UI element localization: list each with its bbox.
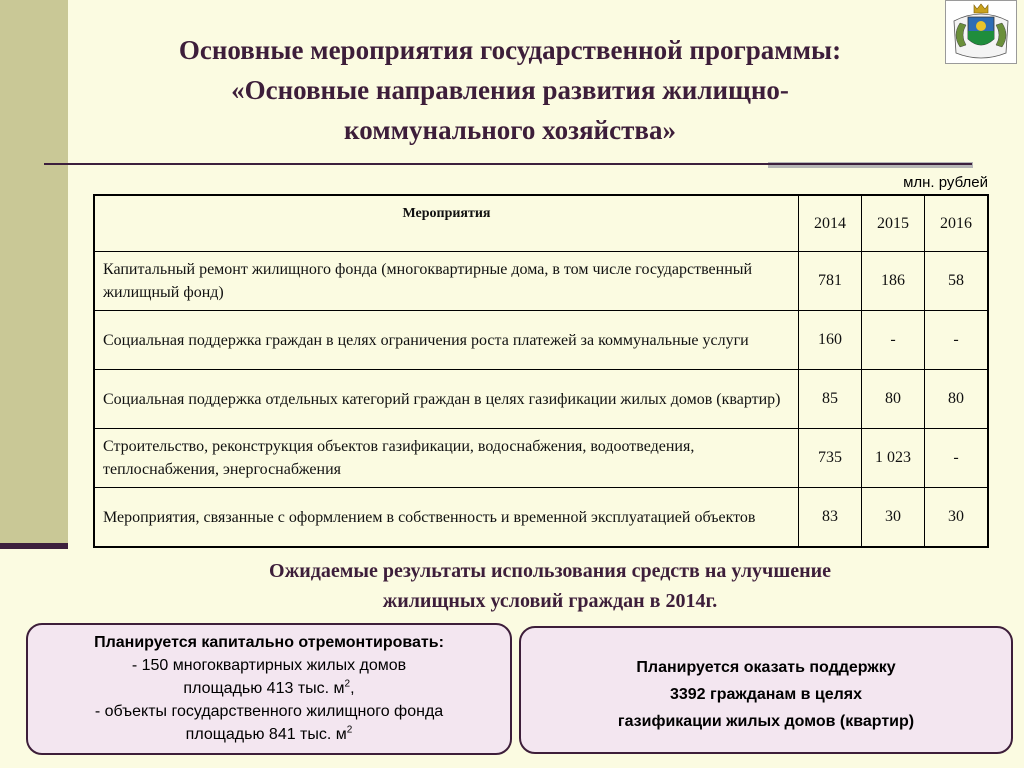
row-name: Мероприятия, связанные с оформлением в собственность и временной эксплуатацией объектов (94, 488, 799, 548)
repair-plan-area-2: площадью 841 тыс. м (185, 726, 347, 743)
row-name: Капитальный ремонт жилищного фонда (многоквартирные дома, в том числе государственный жилищный фонд) (94, 252, 799, 311)
row-value-2015: 30 (862, 488, 925, 548)
table-row (94, 488, 988, 548)
repair-plan-box (26, 623, 512, 755)
title-line-3: коммунального хозяйства» (344, 115, 676, 145)
repair-plan-comma: , (350, 680, 355, 697)
header-2015: 2015 (862, 195, 925, 252)
row-value-2015: - (862, 311, 925, 370)
repair-plan-line-4 (28, 723, 510, 746)
title-line-1: Основные мероприятия государственной программы: (178, 35, 842, 65)
support-plan-line-3: газификации жилых домов (квартир) (617, 713, 915, 730)
row-value-2014: 85 (799, 370, 862, 429)
row-value-2016: - (925, 311, 989, 370)
square-unit-sup: 2 (346, 724, 353, 736)
row-value-2014: 83 (799, 488, 862, 548)
measures-table (93, 194, 989, 548)
repair-plan-line-1: - 150 многоквартирных жилых домов (131, 657, 407, 674)
repair-plan-line-3: - объекты государственного жилищного фонда (94, 703, 444, 720)
row-value-2014: 160 (799, 311, 862, 370)
row-value-2016: 80 (925, 370, 989, 429)
row-value-2014: 781 (799, 252, 862, 311)
left-decor-bar (0, 543, 68, 549)
left-decor-stripe (0, 0, 68, 545)
row-value-2014: 735 (799, 429, 862, 488)
support-plan-line-1: Планируется оказать поддержку (636, 659, 896, 676)
header-measures: Мероприятия (94, 195, 799, 252)
support-plan-box (519, 626, 1013, 754)
subtitle-line-1: Ожидаемые результаты использования средств на улучшение (268, 560, 832, 582)
row-value-2015: 80 (862, 370, 925, 429)
row-value-2015: 186 (862, 252, 925, 311)
table-row (94, 252, 988, 311)
support-plan-line-2: 3392 гражданам в целях (669, 686, 863, 703)
header-2014: 2014 (799, 195, 862, 252)
row-value-2015: 1 023 (862, 429, 925, 488)
title-rule (44, 163, 972, 165)
repair-plan-heading: Планируется капитально отремонтировать: (94, 634, 444, 651)
header-2016: 2016 (925, 195, 989, 252)
coat-of-arms-icon (945, 0, 1017, 64)
units-label: млн. рублей (903, 174, 988, 191)
subtitle-line-2: жилищных условий граждан в 2014г. (382, 590, 718, 612)
repair-plan-line-2 (28, 677, 510, 700)
row-name: Социальная поддержка отдельных категорий граждан в целях газификации жилых домов (квартир) (94, 370, 799, 429)
row-name: Социальная поддержка граждан в целях ограничения роста платежей за коммунальные услуги (94, 311, 799, 370)
results-subtitle (150, 556, 950, 616)
row-name: Строительство, реконструкция объектов газификации, водоснабжения, водоотведения, теплоснабжения, энергоснабжения (94, 429, 799, 488)
square-unit-sup: 2 (344, 678, 351, 690)
table-header-row (94, 195, 988, 252)
table-row (94, 429, 988, 488)
page-title (80, 30, 940, 150)
table-row (94, 370, 988, 429)
repair-plan-area-1: площадью 413 тыс. м (183, 680, 345, 697)
row-value-2016: 30 (925, 488, 989, 548)
title-line-2: «Основные направления развития жилищно- (231, 75, 789, 105)
table-row (94, 311, 988, 370)
row-value-2016: 58 (925, 252, 989, 311)
row-value-2016: - (925, 429, 989, 488)
